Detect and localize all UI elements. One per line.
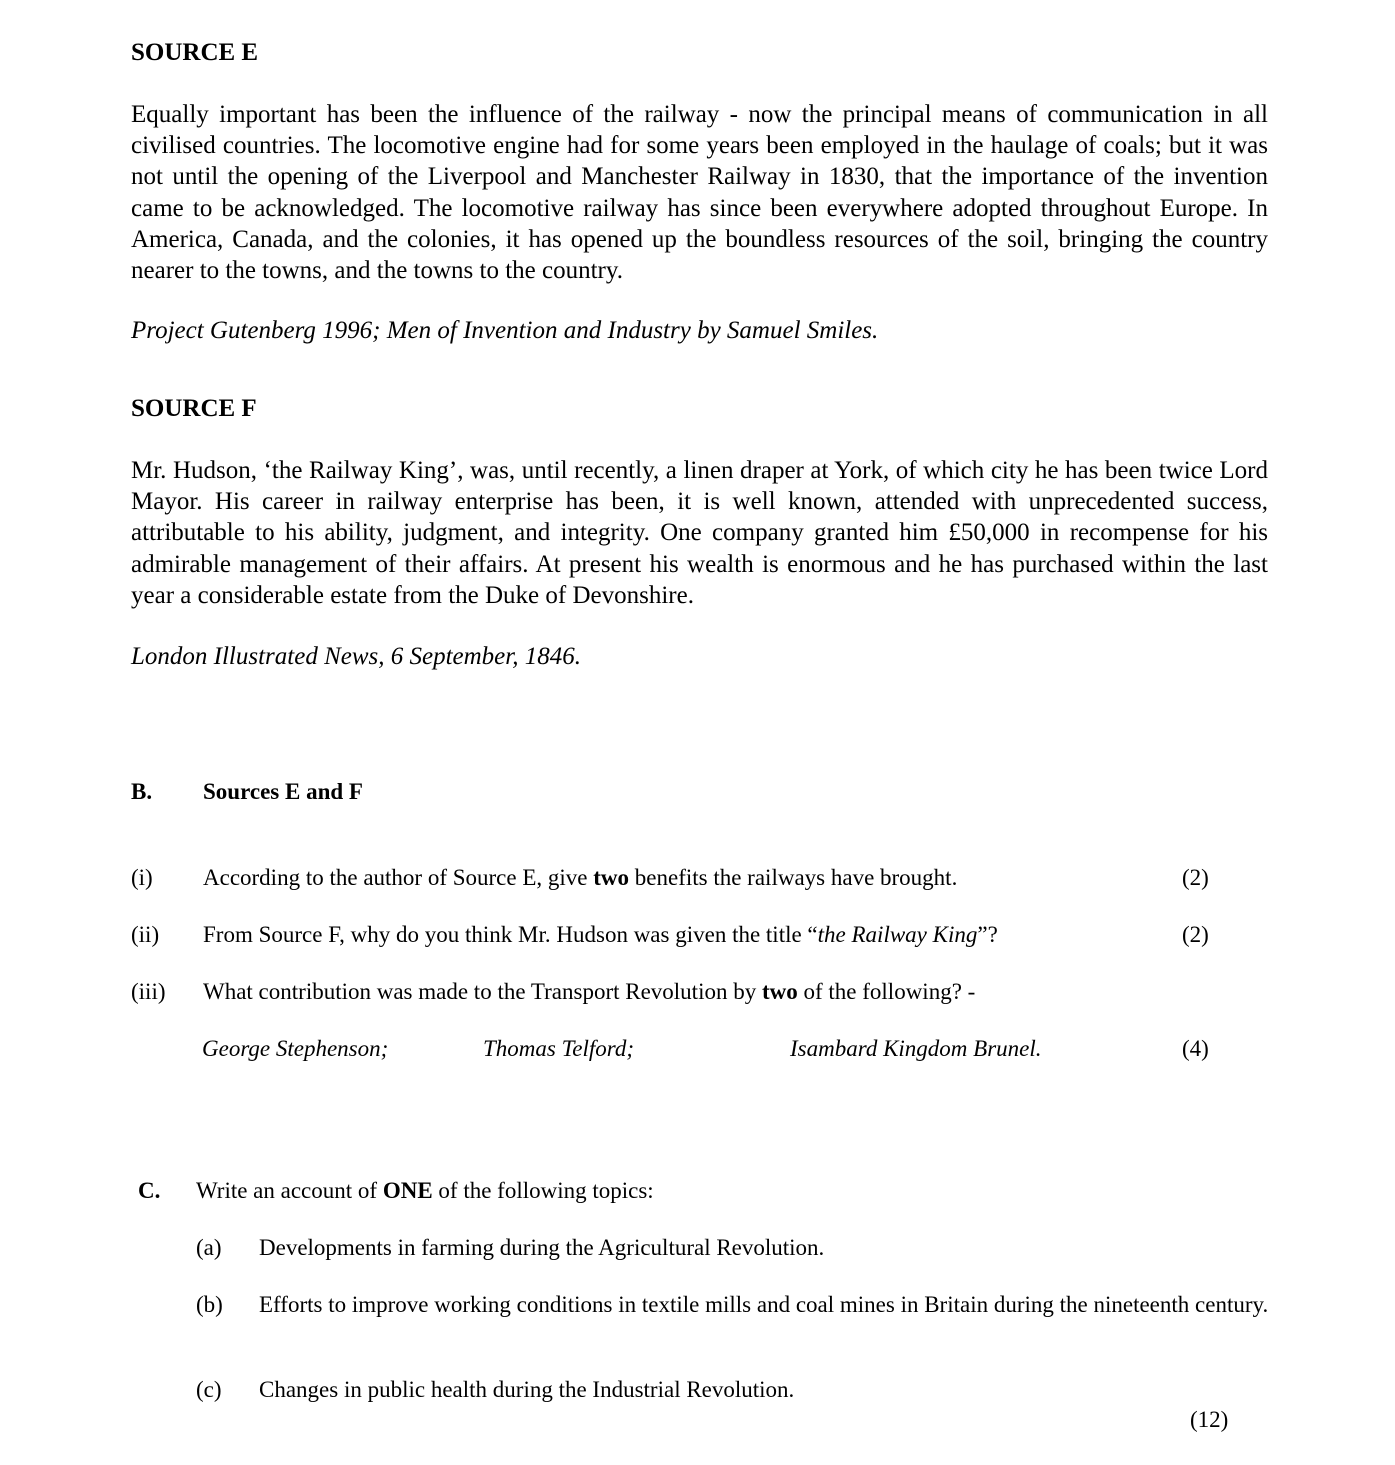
topic-text: Developments in farming during the Agricultural Revolution. (259, 1235, 825, 1260)
person-name: George Stephenson; (202, 1036, 389, 1061)
section-b-letter: B. (131, 779, 153, 804)
question-text: From Source F, why do you think Mr. Hudson was given the title “the Railway King”? (203, 922, 998, 947)
source-e-citation: Project Gutenberg 1996; Men of Invention and Industry by Samuel Smiles. (131, 317, 879, 344)
source-e-text: Equally important has been the influence of the railway - now the principal means of communication in all civilised countries. The locomotive engine had for some years been employed in the haulage of coals; but it was not until the opening of the Liverpool and Manchester Railway in 1830, that the importance of the invention came to be acknowledged. The locomotive railway has since been everywhere adopted throughout Europe. In America, Canada, and the colonies, it has opened up the boundless resources of the soil, bringing the country nearer to the towns, and the towns to the country. (131, 101, 1268, 285)
section-b-title: Sources E and F (203, 779, 363, 804)
section-c-letter: C. (138, 1178, 161, 1203)
topic-text: Changes in public health during the Industrial Revolution. (259, 1377, 795, 1402)
topic-label: (a) (196, 1235, 222, 1260)
question-text: According to the author of Source E, give two benefits the railways have brought. (203, 865, 958, 890)
question-marks: (2) (1182, 865, 1209, 890)
question-marks: (2) (1182, 922, 1209, 947)
source-f-heading: SOURCE F (131, 395, 257, 422)
person-name: Thomas Telford; (483, 1036, 635, 1061)
question-number: (ii) (131, 922, 160, 947)
section-c-instruction: Write an account of ONE of the following topics: (196, 1178, 654, 1203)
question-marks: (4) (1182, 1036, 1209, 1061)
source-f-text: Mr. Hudson, ‘the Railway King’, was, until recently, a linen draper at York, of which city he has been twice Lord Mayor. His career in railway enterprise has been, it is well known, attended with unprecedented success, attributable to his ability, judgment, and integrity. One company granted him £50,000 in recompense for his admirable management of their affairs. At present his wealth is enormous and he has purchased within the last year a considerable estate from the Duke of Devonshire. (131, 457, 1268, 609)
question-number: (iii) (131, 979, 166, 1004)
source-f-citation: London Illustrated News, 6 September, 1846. (131, 643, 581, 670)
source-e-heading: SOURCE E (131, 39, 259, 66)
question-number: (i) (131, 865, 153, 890)
topic-label: (b) (196, 1292, 223, 1317)
topic-text: Efforts to improve working conditions in textile mills and coal mines in Britain during the nineteenth century. (259, 1292, 1269, 1317)
question-text: What contribution was made to the Transport Revolution by two of the following? - (203, 979, 976, 1004)
topic-label: (c) (196, 1377, 222, 1402)
person-name: Isambard Kingdom Brunel. (790, 1036, 1042, 1061)
section-c-marks: (12) (1190, 1407, 1229, 1432)
